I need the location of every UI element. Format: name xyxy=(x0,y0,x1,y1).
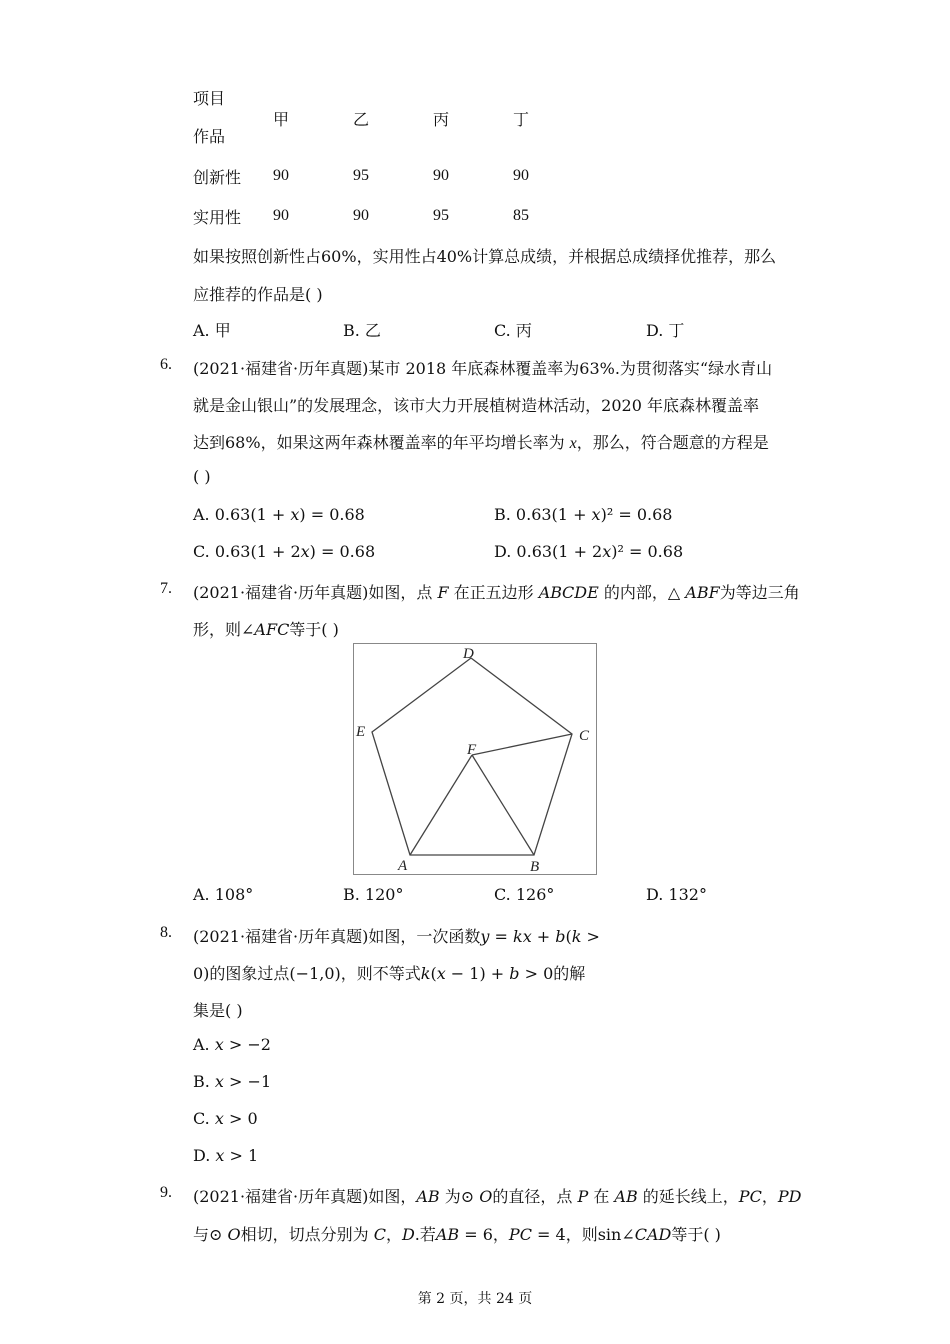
q8-text-line: 0)的图象过点(−1,0)，则不等式𝑘(𝑥 − 1) + 𝑏 > 0的解 xyxy=(193,964,586,983)
table-row xyxy=(193,156,593,196)
vertex-label-f: F xyxy=(467,742,477,758)
q7-option-c[interactable]: C. 126° xyxy=(494,885,555,904)
vertex-label-a: A xyxy=(398,858,408,874)
pentagon-diagram xyxy=(354,644,596,874)
col-header: 乙 xyxy=(353,109,370,129)
q6-text-part: ，那么，符合题意的方程是 xyxy=(576,433,769,452)
q7-text-line: 形，则∠𝐴𝐹𝐶等于( ) xyxy=(193,620,339,639)
q9-text-line: 与⊙ 𝑂相切，切点分别为 𝐶，𝐷.若𝐴𝐵 = 6，𝑃𝐶 = 4，则sin∠𝐶𝐴𝐷等于( ) xyxy=(193,1225,721,1244)
table-cell: 90 xyxy=(353,207,369,224)
q5-text-line: 如果按照创新性占60%，实用性占40%计算总成绩，并根据总成绩择优推荐，那么 xyxy=(193,247,777,266)
q5-option-b[interactable]: B. 乙 xyxy=(343,321,381,340)
q7-option-a[interactable]: A. 108° xyxy=(193,885,254,904)
q5-text-line: 应推荐的作品是( ) xyxy=(193,285,323,304)
q6-text-line: (2021·福建省·历年真题)某市 2018 年底森林覆盖率为63%.为贯彻落实“绿水青山 xyxy=(193,359,773,378)
q6-text-line: 就是金山银山”的发展理念，该市大力开展植树造林活动，2020 年底森林覆盖率 xyxy=(193,396,759,415)
q5-option-d[interactable]: D. 丁 xyxy=(646,321,685,340)
table-cell: 90 xyxy=(513,167,529,184)
q5-option-c[interactable]: C. 丙 xyxy=(494,321,532,340)
q7-option-d[interactable]: D. 132° xyxy=(646,885,707,904)
q6-text-part: 达到68%，如果这两年森林覆盖率的年平均增长率为 xyxy=(193,433,570,452)
segment-bf xyxy=(472,755,534,855)
table-cell: 90 xyxy=(273,207,289,224)
vertex-label-b: B xyxy=(530,859,540,874)
q8-text-line: 集是( ) xyxy=(193,1001,243,1020)
pentagon-figure xyxy=(353,643,597,875)
q5-option-a[interactable]: A. 甲 xyxy=(193,321,231,340)
table-cell: 95 xyxy=(433,207,449,224)
q7-text-line: (2021·福建省·历年真题)如图，点 𝐹 在正五边形 𝐴𝐵𝐶𝐷𝐸 的内部，△ 𝐴𝐵𝐹为等边三角 xyxy=(193,583,800,602)
q8-option-b[interactable]: B. 𝑥 > −1 xyxy=(193,1072,272,1091)
q6-option-d[interactable]: D. 0.63(1 + 2𝑥)² = 0.68 xyxy=(494,542,684,561)
q7-option-b[interactable]: B. 120° xyxy=(343,885,404,904)
vertex-label-d: D xyxy=(463,646,474,662)
header-bottom-label: 作品 xyxy=(193,127,226,146)
page-footer: 第 2 页，共 24 页 xyxy=(417,1291,533,1307)
col-header: 丁 xyxy=(513,109,530,129)
table-cell: 85 xyxy=(513,207,529,224)
vertex-label-e: E xyxy=(356,724,366,740)
q9-number: 9. xyxy=(160,1184,172,1201)
scores-table xyxy=(193,80,593,236)
row-label: 实用性 xyxy=(193,207,242,227)
vertex-label-c: C xyxy=(579,728,590,744)
q8-option-a[interactable]: A. 𝑥 > −2 xyxy=(193,1035,271,1054)
table-row xyxy=(193,196,593,236)
q8-option-d[interactable]: D. 𝑥 > 1 xyxy=(193,1146,259,1165)
segment-af xyxy=(410,755,472,855)
table-corner-header xyxy=(193,80,273,156)
q6-option-c[interactable]: C. 0.63(1 + 2𝑥) = 0.68 xyxy=(193,542,376,561)
q6-variable: x xyxy=(569,435,577,452)
table-cell: 90 xyxy=(433,167,449,184)
q8-text-line: (2021·福建省·历年真题)如图，一次函数𝑦 = 𝑘𝑥 + 𝑏(𝑘 > xyxy=(193,927,600,946)
table-header-row xyxy=(193,80,593,156)
table-cell: 90 xyxy=(273,167,289,184)
col-header: 丙 xyxy=(433,109,450,129)
q9-text-line: (2021·福建省·历年真题)如图，𝐴𝐵 为⊙ 𝑂的直径，点 𝑃 在 𝐴𝐵 的延长线上，𝑃𝐶，𝑃𝐷 xyxy=(193,1187,802,1206)
q8-number: 8. xyxy=(160,924,172,941)
q8-option-c[interactable]: C. 𝑥 > 0 xyxy=(193,1109,258,1128)
q6-text-line: ( ) xyxy=(193,467,211,486)
q6-option-a[interactable]: A. 0.63(1 + 𝑥) = 0.68 xyxy=(193,505,365,524)
q6-text-line xyxy=(193,430,769,453)
col-header: 甲 xyxy=(273,109,290,129)
table-cell: 95 xyxy=(353,167,369,184)
q6-number: 6. xyxy=(160,356,172,373)
q7-number: 7. xyxy=(160,580,172,597)
q6-option-b[interactable]: B. 0.63(1 + 𝑥)² = 0.68 xyxy=(494,505,673,524)
header-top-label: 项目 xyxy=(193,89,226,108)
segment-fc xyxy=(472,734,572,755)
row-label: 创新性 xyxy=(193,167,242,187)
